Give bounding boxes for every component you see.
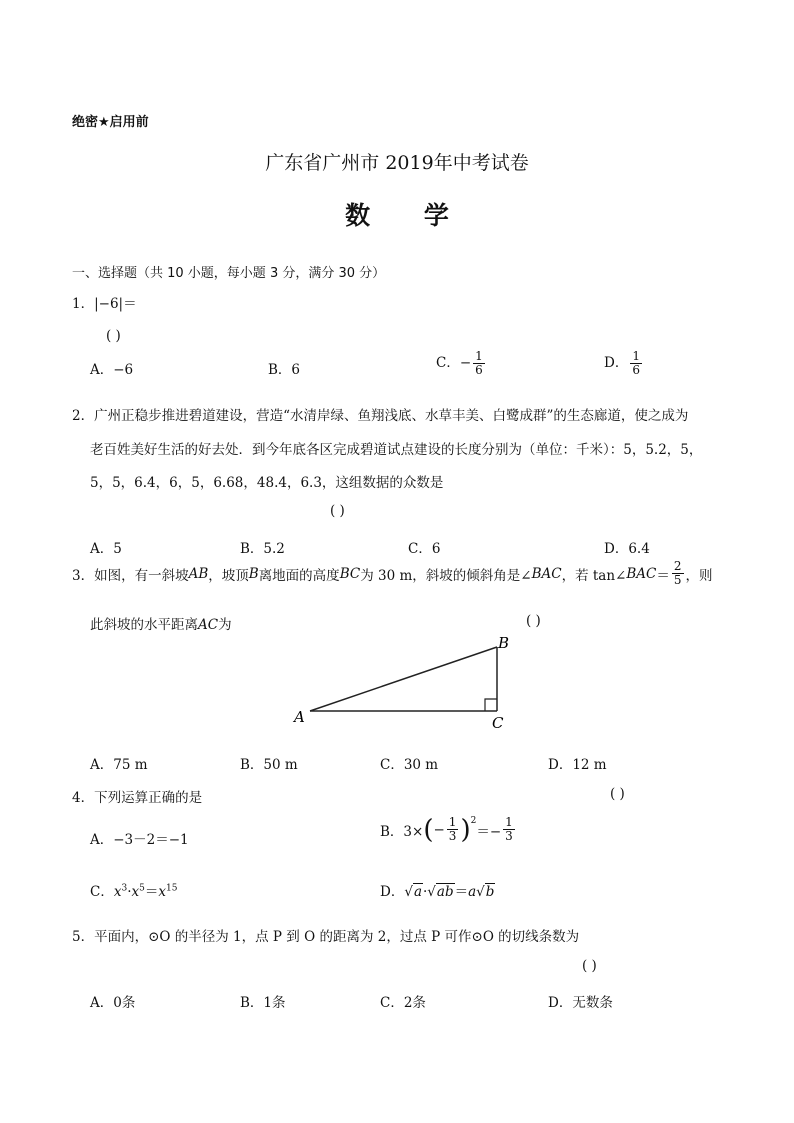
slope-line-ab [310,647,497,711]
q5-option-b: B．1条 [240,995,286,1011]
q4-option-c [90,880,177,900]
text: 离地面的高度 [258,567,340,584]
q1-option-a: A．−6 [90,362,134,378]
fraction-numerator: 1 [505,815,513,829]
q1-option-c [436,350,487,377]
q2-line-2: 老百姓美好生活的好去处．到今年底各区完成碧道试点建设的长度分别为（单位：千米）：5，5.2，5， [90,442,703,458]
var-bac: BAC [531,565,562,582]
section-heading: 一、选择题（共 10 小题，每小题 3 分，满分 30 分） [72,266,386,281]
q2-line-3: 5，5，6.4，6，5，6.68，48.4，6.3，这组数据的众数是 [90,475,444,491]
var-b: B [248,565,259,582]
q4-stem: 4．下列运算正确的是 [72,790,203,806]
var-bc: BC [339,565,361,582]
text: C． [90,884,114,900]
coefficient: a [468,884,477,900]
var-x: x [113,884,122,900]
q4-option-a: A．−3－2＝−1 [90,832,189,848]
q2-option-b: B．5.2 [240,541,285,557]
text: ＝ [144,884,159,900]
text: ＝ [656,567,670,584]
minus-sign: − [433,821,445,838]
text: ，则 [685,567,713,584]
text: ，坡顶 [208,567,249,584]
exponent: 2 [470,816,477,826]
q5-stem: 5．平面内，⊙O 的半径为 1，点 P 到 O 的距离为 2，过点 P 可作⊙O 的切线条数为 [72,929,580,945]
q2-option-c: C．6 [408,541,441,557]
text: · [127,884,132,900]
fraction-denominator: 3 [448,829,457,843]
q1-option-d-label: D． [604,355,629,371]
exponent: 5 [139,883,145,894]
q1-option-d [604,350,644,377]
q2-line-1: 2．广州正稳步推进碧道建设，营造“水清岸绿、鱼翔浅底、水草丰美、白鹭成群”的生态廊道，使之成为 [72,408,689,424]
q3-triangle-figure [290,630,520,735]
text: ＝− [476,823,502,840]
q5-option-d: D．无数条 [548,995,613,1011]
var-x: x [158,884,166,900]
text: B．3× [380,823,424,840]
fraction-numerator: 1 [475,349,483,363]
q4-option-b [380,816,517,843]
var-x: x [131,884,140,900]
var-ac: AC [198,617,219,633]
fraction-denominator: 3 [505,829,513,843]
q3-line-2 [90,613,232,633]
radicand: a [413,884,422,900]
point-a-label: A [294,708,305,726]
q4-b-result-fraction [503,816,515,843]
q1-stem: 1．|−6|＝ [72,296,137,312]
text: 为 30 m，斜坡的倾斜角是∠ [360,567,532,584]
text: 此斜坡的水平距离 [90,617,198,633]
q4-answer-paren: ( ) [610,786,625,802]
point-c-label: C [492,714,504,732]
q5-option-c: C．2条 [380,995,426,1011]
q3-answer-paren: ( ) [526,613,541,629]
exponent: 3 [121,883,128,894]
exam-title: 广东省广州市 2019年中考试卷 [265,152,529,174]
text: ，若 tan∠ [561,567,627,584]
q1-option-c-fraction [473,350,485,377]
q1-option-b: B．6 [268,362,301,378]
q3-option-b: B．50 m [240,757,298,773]
sqrt-sign: √ [427,884,436,900]
confidential-mark: 绝密★启用前 [72,115,149,130]
dot: · [423,884,428,900]
q2-answer-paren: ( ) [330,503,345,519]
text: 为 [218,617,232,633]
q3-option-a: A．75 m [90,757,148,773]
var-ab: AB [188,565,209,582]
paren-left: ( [423,814,434,845]
radicand: b [485,884,495,900]
text: D． [380,884,405,900]
var-bac: BAC [626,565,657,582]
q3-option-c: C．30 m [380,757,439,773]
fraction-denominator: 6 [632,363,640,377]
q3-fraction [672,560,684,587]
sqrt-sign: √ [476,884,485,900]
fraction-numerator: 2 [673,559,682,573]
q1-option-c-label: C．− [436,355,472,371]
q3-line-1 [72,560,713,587]
text: 3．如图，有一斜坡 [72,567,189,584]
q1-option-d-fraction [630,350,642,377]
paren-right: ) [460,814,471,845]
q2-option-d: D．6.4 [604,541,650,557]
right-angle-mark [485,699,497,711]
sqrt-sign: √ [404,884,413,900]
q5-option-a: A．0条 [90,995,136,1011]
fraction-numerator: 1 [448,815,457,829]
fraction-denominator: 5 [673,573,682,587]
q3-option-d: D．12 m [548,757,607,773]
q1-answer-paren: ( ) [106,328,121,344]
fraction-denominator: 6 [475,363,483,377]
q2-option-a: A．5 [90,541,122,557]
subject-title: 数 学 [345,201,472,230]
exponent: 15 [165,883,178,894]
q4-b-fraction [447,816,459,843]
text: ＝ [454,884,469,900]
point-b-label: B [498,634,510,652]
fraction-numerator: 1 [632,349,640,363]
q5-answer-paren: ( ) [582,958,597,974]
q4-option-d [380,880,495,900]
radicand: ab [436,884,454,900]
